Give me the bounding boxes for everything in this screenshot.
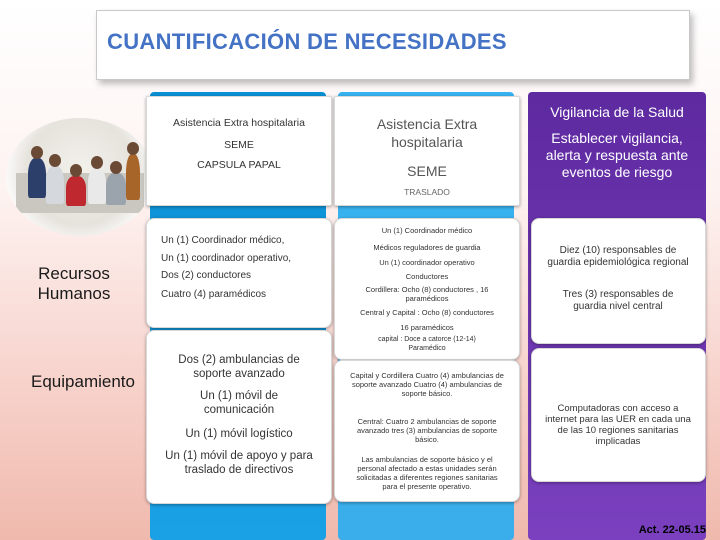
col-b-equip-card	[334, 360, 520, 502]
col-a-rrhh-card	[146, 218, 332, 328]
row-label-line: Humanos	[37, 284, 111, 303]
col-b-rrhh-item: Médicos reguladores de guardia	[373, 243, 481, 252]
title-box	[96, 10, 690, 80]
col-b-equip-item: Central: Cuatro 2 ambulancias de soporte avanzado tres (3) ambulancias de soporte básico.	[356, 417, 498, 444]
team-photo	[6, 118, 154, 236]
col-b-rrhh-item: Cordillera: Ocho (8) conductores , 16 paramédicos	[365, 285, 489, 303]
col-a-header-card	[146, 96, 332, 206]
col-c-header-body: Establecer vigilancia, alerta y respuesta ante eventos de riesgo	[545, 130, 689, 180]
col-c-equip-card	[531, 348, 706, 482]
row-label-line: Recursos	[38, 264, 110, 283]
col-a-rrhh-item: Dos (2) conductores	[161, 270, 252, 281]
col-b-rrhh-item: Conductores	[405, 272, 449, 281]
row-label-recursos-humanos	[14, 264, 134, 304]
row-label-equipamiento: Equipamiento	[31, 372, 135, 391]
footer-act: Act. 22-05.15	[638, 524, 706, 536]
col-c-equip-item: Computadoras con acceso a internet para las UER en cada una de las 10 regiones sanitarias implicadas	[545, 403, 691, 447]
col-b-rrhh-card	[334, 218, 520, 360]
col-a-header-line: Asistencia Extra hospitalaria	[173, 117, 305, 129]
col-b-equip-item: Las ambulancias de soporte básico y el personal afectado a estas unidades serán solicitadas a diferentes regiones sanitarias para el presente operativo.	[356, 455, 498, 491]
col-b-rrhh-item: capital : Doce a catorce (12-14) Paramédico	[378, 336, 476, 352]
col-c-rrhh-item: Diez (10) responsables de guardia epidemiológica regional	[547, 245, 689, 268]
col-a-equip-item: Un (1) móvil de apoyo y para traslado de directivos	[165, 450, 313, 476]
col-a-equip-card	[146, 330, 332, 504]
col-a-equip-item: Dos (2) ambulancias de soporte avanzado	[178, 354, 300, 380]
col-a-header-line: SEME	[224, 139, 254, 151]
col-c-rrhh-card	[531, 218, 706, 344]
col-a-rrhh-item: Cuatro (4) paramédicos	[161, 289, 267, 300]
page-title: CUANTIFICACIÓN DE NECESIDADES	[107, 29, 507, 54]
col-b-header-line: SEME	[407, 163, 447, 179]
col-b-header-title: Asistencia Extra hospitalaria	[376, 116, 478, 150]
col-b-rrhh-item: Un (1) coordinador operativo	[379, 258, 475, 267]
col-a-equip-item: Un (1) móvil de comunicación	[200, 390, 278, 416]
col-b-rrhh-item: 16 paramédicos	[400, 323, 454, 332]
col-b-rrhh-item: Central y Capital : Ocho (8) conductores	[360, 308, 494, 317]
col-a-equip-item: Un (1) móvil logístico	[185, 428, 293, 440]
col-b-header-card	[334, 96, 520, 206]
col-a-header-line: CAPSULA PAPAL	[197, 159, 281, 171]
col-c-header-title: Vigilancia de la Salud	[550, 104, 684, 120]
col-b-header-line: TRASLADO	[404, 187, 450, 197]
col-b-equip-item: Capital y Cordillera Cuatro (4) ambulancias de soporte avanzado Cuatro (4) ambulancias de soporte básico.	[350, 371, 504, 398]
col-a-rrhh-item: Un (1) Coordinador médico,	[161, 235, 285, 246]
col-a-rrhh-item: Un (1) coordinador operativo,	[161, 253, 292, 264]
col-c-rrhh-item: Tres (3) responsables de guardia nivel central	[562, 289, 674, 312]
col-b-rrhh-item: Un (1) Coordinador médico	[381, 226, 473, 235]
